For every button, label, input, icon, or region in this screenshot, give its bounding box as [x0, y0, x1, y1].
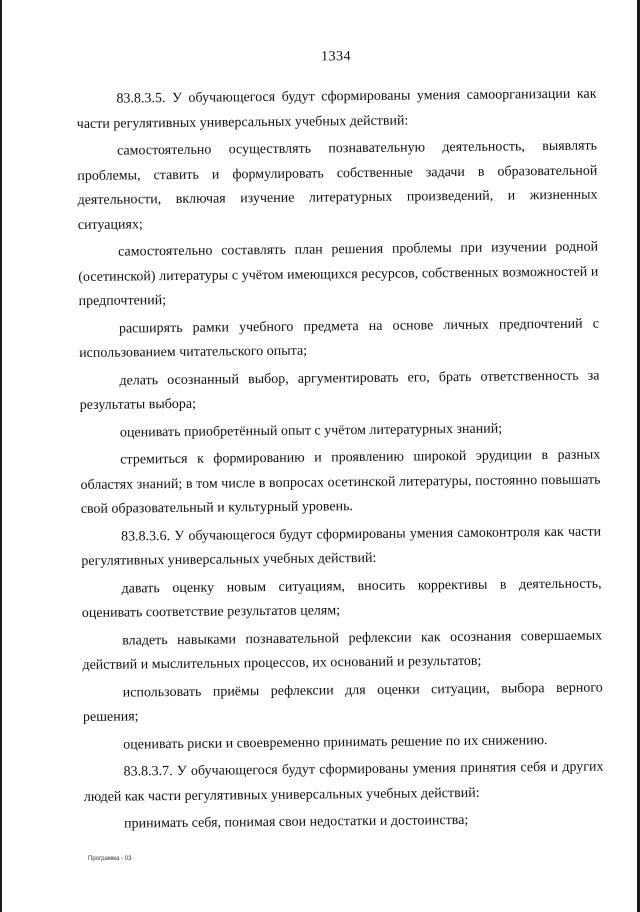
list-item: использовать приёмы рефлексии для оценки ситуации, выбора верного решения; — [82, 680, 603, 725]
list-item: самостоятельно составлять план решения проблемы при изучении родной (осетинской) литературы с учётом имеющихся ресурсов, собственных возможностей и предпочтений; — [78, 239, 599, 309]
footer-label: Программа - 03 — [88, 856, 132, 862]
list-item: оценивать приобретённый опыт с учётом литературных знаний; — [119, 421, 503, 441]
list-item: самостоятельно осуществлять познавательную деятельность, выявлять проблемы, ставить и формулировать собственные задачи в образовательной деятельности, включая изучение литературных произведений, и жизненных ситуациях; — [77, 138, 598, 233]
list-item: делать осознанный выбор, аргументировать его, брать ответственность за результаты выбора; — [79, 368, 600, 413]
paragraph-83-8-3-7: 83.8.3.7. У обучающегося будут сформированы умения принятия себя и других людей как части регулятивных универсальных учебных действий: — [83, 759, 604, 805]
list-item: расширять рамки учебного предмета на основе личных предпочтений с использованием читательского опыта; — [79, 316, 599, 361]
scan-edge-left — [0, 0, 2, 912]
document-page — [76, 47, 604, 841]
page-number: 1334 — [320, 49, 352, 65]
list-item: оценивать риски и своевременно принимать решение по их снижению. — [123, 732, 548, 753]
paragraph-83-8-3-6: 83.8.3.6. У обучающегося будут сформированы умения самоконтроля как части регулятивных универсальных учебных действий: — [81, 524, 602, 569]
list-item: принимать себя, понимая свои недостатки и достоинства; — [124, 812, 469, 832]
paragraph-83-8-3-5: 83.8.3.5. У обучающегося будут сформированы умения самоорганизации как части регулятивных универсальных учебных действий: — [76, 86, 597, 132]
list-item: давать оценку новым ситуациям, вносить коррективы в деятельность, оценивать соответствие результатов целям; — [81, 576, 602, 621]
list-item: владеть навыками познавательной рефлексии как осознания совершаемых действий и мыслительных процессов, их оснований и результатов; — [82, 628, 603, 673]
list-item: стремиться к формированию и проявлению широкой эрудиции в разных областях знаний; в том числе в вопросах осетинской литературы, постоянно повышать свой образовательный и культурный уровень. — [80, 447, 601, 517]
